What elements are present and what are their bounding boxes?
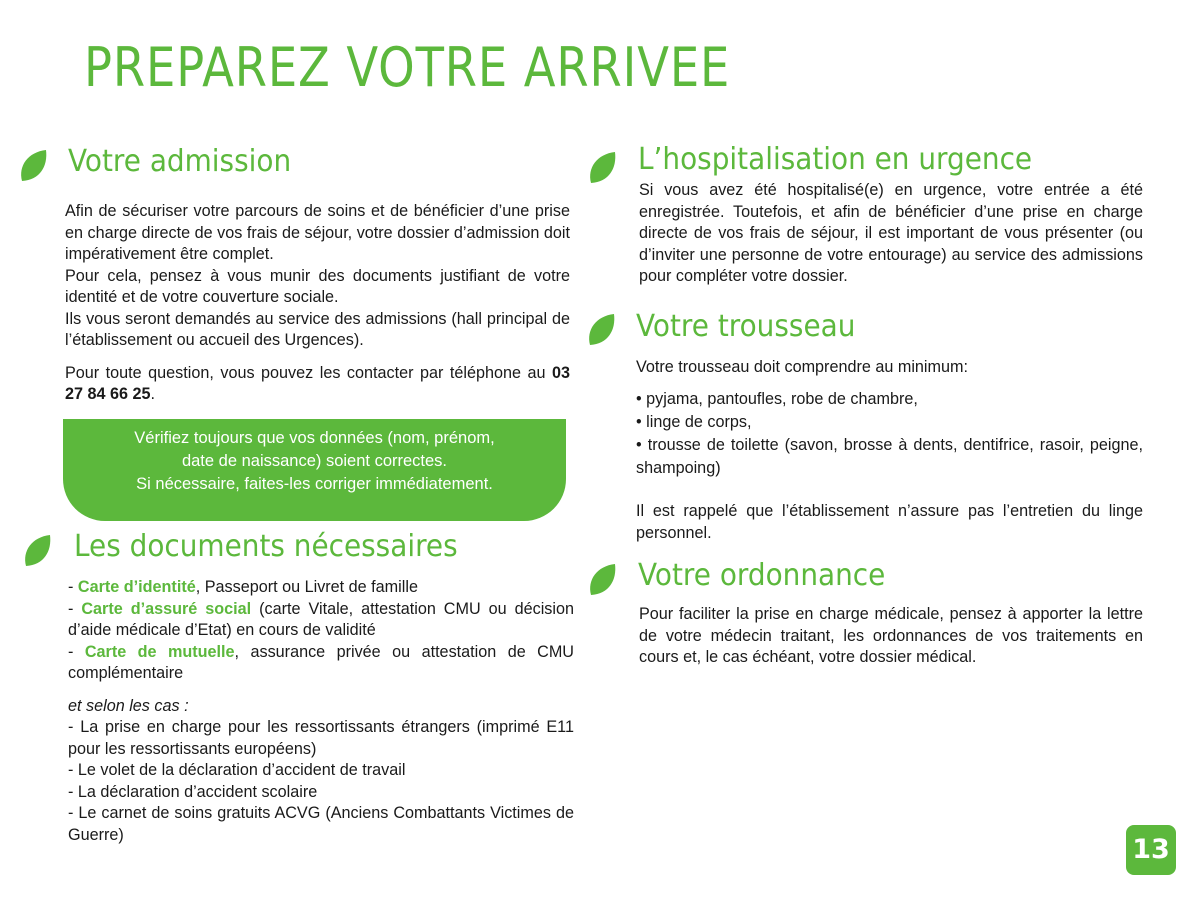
documents-heading: Les documents nécessaires	[74, 529, 458, 564]
item-prefix: -	[68, 642, 85, 661]
trousseau-text	[636, 356, 1143, 544]
trousseau-item: • linge de corps,	[636, 413, 752, 431]
leaf-icon	[22, 533, 52, 569]
trousseau-item: • trousse de toilette (savon, brosse à dents, dentifrice, rasoir, peigne, shampoing)	[636, 436, 1143, 477]
trousseau-item: • pyjama, pantoufles, robe de chambre,	[636, 390, 918, 408]
callout-line: Si nécessaire, faites-les corriger immédiatement.	[136, 475, 493, 493]
document-item	[68, 599, 574, 642]
trousseau-intro: Votre trousseau doit comprendre au minimum:	[636, 358, 969, 376]
document-rest: (carte Vitale, attestation CMU ou décision d’aide médicale d’Etat) en cours de validité	[68, 599, 574, 639]
document-item	[68, 642, 574, 685]
trousseau-note: Il est rappelé que l’établissement n’assure pas l’entretien du linge personnel.	[636, 502, 1143, 542]
admission-text	[65, 201, 570, 406]
conditional-label: et selon les cas :	[68, 696, 189, 715]
conditional-item: - Le carnet de soins gratuits ACVG (Anciens Combattants Victimes de Guerre)	[68, 804, 574, 844]
admission-heading: Votre admission	[68, 144, 292, 179]
document-rest: , assurance privée ou attestation de CMU complémentaire	[68, 642, 574, 682]
page-title: PREPAREZ VOTRE ARRIVEE	[84, 36, 731, 99]
conditional-item: - Le volet de la déclaration d’accident de travail	[68, 761, 406, 779]
ordonnance-text	[639, 604, 1143, 669]
admission-paragraph: Pour cela, pensez à vous munir des documents justifiant de votre identité et de votre couverture sociale.	[65, 266, 570, 306]
document-item	[68, 577, 574, 599]
leaf-icon	[587, 562, 617, 598]
admission-paragraph: Ils vous seront demandés au service des admissions (hall principal de l’établissement ou accueil des Urgences).	[65, 309, 570, 349]
phone-number: 03 27 84 66 25	[65, 363, 570, 403]
documents-text	[68, 577, 574, 846]
urgence-paragraph: Si vous avez été hospitalisé(e) en urgence, votre entrée a été enregistrée. Toutefois, et afin de bénéficier d’une prise en charge directe de vos frais de séjour, il est important de vous présenter (ou d’inviter une personne de votre entourage) au service des admissions pour compléter votre dossier.	[639, 181, 1143, 285]
document-highlight: Carte d’identité	[77, 578, 196, 596]
urgence-text	[639, 180, 1143, 288]
callout-line: Vérifiez toujours que vos données (nom, prénom,	[134, 429, 495, 447]
conditional-item: - La prise en charge pour les ressortissants étrangers (imprimé E11 pour les ressortissants européens)	[68, 718, 574, 758]
urgence-heading: L’hospitalisation en urgence	[638, 142, 1033, 177]
item-prefix: -	[68, 599, 82, 618]
leaf-icon	[18, 148, 48, 184]
verification-callout	[63, 419, 566, 521]
conditional-item: - La déclaration d’accident scolaire	[68, 782, 318, 801]
leaf-icon	[587, 150, 617, 186]
admission-paragraph: Afin de sécuriser votre parcours de soins et de bénéficier d’une prise en charge directe de vos frais de séjour, votre dossier d’admission doit impérativement être complet.	[65, 202, 570, 263]
contact-text: Pour toute question, vous pouvez les contacter par téléphone au	[65, 363, 546, 382]
document-highlight: Carte d’assuré social	[81, 599, 252, 618]
ordonnance-paragraph: Pour faciliter la prise en charge médicale, pensez à apporter la lettre de votre médecin traitant, les ordonnances de vos traitements en cours et, le cas échéant, votre dossier médical.	[639, 605, 1143, 666]
page-number-badge: 13	[1126, 825, 1176, 875]
phone-suffix: .	[150, 385, 156, 403]
document-highlight: Carte de mutuelle	[84, 642, 235, 661]
callout-line: date de naissance) soient correctes.	[181, 452, 448, 470]
item-prefix: -	[68, 578, 78, 596]
trousseau-heading: Votre trousseau	[636, 309, 856, 344]
ordonnance-heading: Votre ordonnance	[638, 558, 886, 593]
leaf-icon	[586, 312, 616, 348]
admission-contact	[65, 363, 570, 406]
document-rest: , Passeport ou Livret de famille	[195, 578, 418, 596]
